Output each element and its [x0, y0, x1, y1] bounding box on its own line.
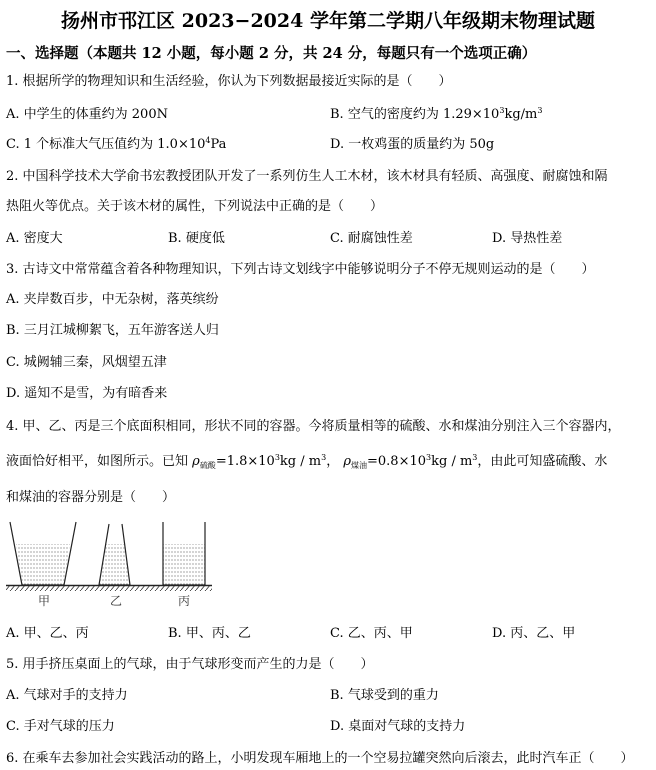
- containers-figure: [6, 518, 216, 612]
- q3-option-b: B. 三月江城柳絮飞，五年游客送人归: [6, 323, 219, 338]
- q4-density-oil: [343, 454, 367, 469]
- q2-stem-line2: 热阻火等优点。关于该木材的属性，下列说法中正确的是（ ）: [6, 199, 384, 214]
- q4-acid-unit-exponent: 3: [321, 453, 327, 462]
- q4-oil-value: =0.8×10: [367, 454, 427, 469]
- q1-option-b-text: B. 空气的密度约为 1.29×10: [330, 107, 500, 122]
- q4-option-b: B. 甲、丙、乙: [168, 626, 251, 641]
- q4-acid-exponent: 3: [274, 453, 280, 462]
- q4-oil-exponent: 3: [426, 453, 432, 462]
- q1-option-c: [6, 137, 226, 153]
- q5-option-a: A. 气球对手的支持力: [6, 688, 128, 703]
- section-heading: 一、选择题（本题共 12 小题，每小题 2 分，共 24 分，每题只有一个选项正确）: [6, 45, 537, 62]
- q1-option-b-exponent: 3: [499, 106, 505, 115]
- exam-title: 扬州市邗江区 2023−2024 学年第二学期八年级期末物理试题: [61, 10, 595, 32]
- rho-symbol: ρ: [192, 454, 200, 469]
- q4-stem-line2: [6, 454, 607, 474]
- q2-option-a: A. 密度大: [6, 231, 63, 246]
- q2-option-c: C. 耐腐蚀性差: [330, 231, 413, 246]
- q4-acid-value: =1.8×10: [215, 454, 275, 469]
- q1-stem: 1. 根据所学的物理知识和生活经验，你认为下列数据最接近实际的是（ ）: [6, 74, 452, 89]
- q1-option-c-unit: Pa: [210, 137, 227, 152]
- label-jia: 甲: [37, 594, 51, 608]
- q2-option-d: D. 导热性差: [492, 231, 563, 246]
- q2-stem-line1: 2. 中国科学技术大学俞书宏教授团队开发了一系列仿生人工木材，该木材具有轻质、高强度、耐腐蚀和隔: [6, 169, 608, 184]
- q1-option-b-unit-exponent: 3: [537, 106, 543, 115]
- q1-option-b-unit: kg/m: [504, 107, 538, 122]
- container-bing-liquid: [163, 544, 205, 585]
- q4-oil-unit: kg / m: [431, 454, 473, 469]
- container-jia-liquid: [16, 544, 70, 585]
- rho-symbol: ρ: [343, 454, 351, 469]
- q5-option-c: C. 手对气球的压力: [6, 719, 115, 734]
- q1-option-b: [330, 107, 542, 123]
- q5-option-d: D. 桌面对气球的支持力: [330, 719, 466, 734]
- q1-option-c-exponent: 4: [205, 136, 211, 145]
- q5-stem: 5. 用手挤压桌面上的气球，由于气球形变而产生的力是（ ）: [6, 657, 374, 672]
- q2-option-b: B. 硬度低: [168, 231, 225, 246]
- rho-subscript-oil: 煤油: [351, 461, 367, 470]
- q1-option-c-text: C. 1 个标准大气压值约为 1.0×10: [6, 137, 206, 152]
- q4-oil-unit-exponent: 3: [472, 453, 478, 462]
- q3-option-a: A. 夹岸数百步，中无杂树，落英缤纷: [6, 292, 219, 307]
- q4-stem-line3: 和煤油的容器分别是（ ）: [6, 490, 176, 505]
- q1-option-d: D. 一枚鸡蛋的质量约为 50g: [330, 137, 495, 152]
- q4-option-a: A. 甲、乙、丙: [6, 626, 89, 641]
- q6-stem: 6. 在乘车去参加社会实践活动的路上，小明发现车厢地上的一个空易拉罐突然向后滚去，此时汽车正（ ）: [6, 751, 634, 766]
- label-bing: 丙: [177, 594, 191, 608]
- q3-option-c: C. 城阙辅三秦，风烟望五津: [6, 355, 167, 370]
- q4-stem-line1: 4. 甲、乙、丙是三个底面积相同，形状不同的容器。今将质量相等的硫酸、水和煤油分别注入三个容器内，: [6, 419, 621, 434]
- q4-density-acid: [192, 454, 216, 469]
- ground-hatching: [6, 586, 212, 591]
- rho-subscript-acid: 硫酸: [199, 461, 216, 470]
- q4-acid-unit: kg / m: [279, 454, 322, 469]
- q1-option-a: A. 中学生的体重约为 200N: [6, 107, 168, 122]
- q4-separator: ，: [326, 454, 340, 469]
- q4-stem-line2-prefix: 液面恰好相平，如图所示。已知: [6, 454, 189, 469]
- label-yi: 乙: [109, 594, 123, 608]
- q4-stem-line2-suffix: ，由此可知盛硫酸、水: [477, 454, 608, 469]
- q4-option-d: D. 丙、乙、甲: [492, 626, 576, 641]
- q3-option-d: D. 遥知不是雪，为有暗香来: [6, 386, 168, 401]
- q3-stem: 3. 古诗文中常常蕴含着各种物理知识，下列古诗文划线字中能够说明分子不停无规则运动的是（ ）: [6, 262, 595, 277]
- q4-option-c: C. 乙、丙、甲: [330, 626, 413, 641]
- q5-option-b: B. 气球受到的重力: [330, 688, 439, 703]
